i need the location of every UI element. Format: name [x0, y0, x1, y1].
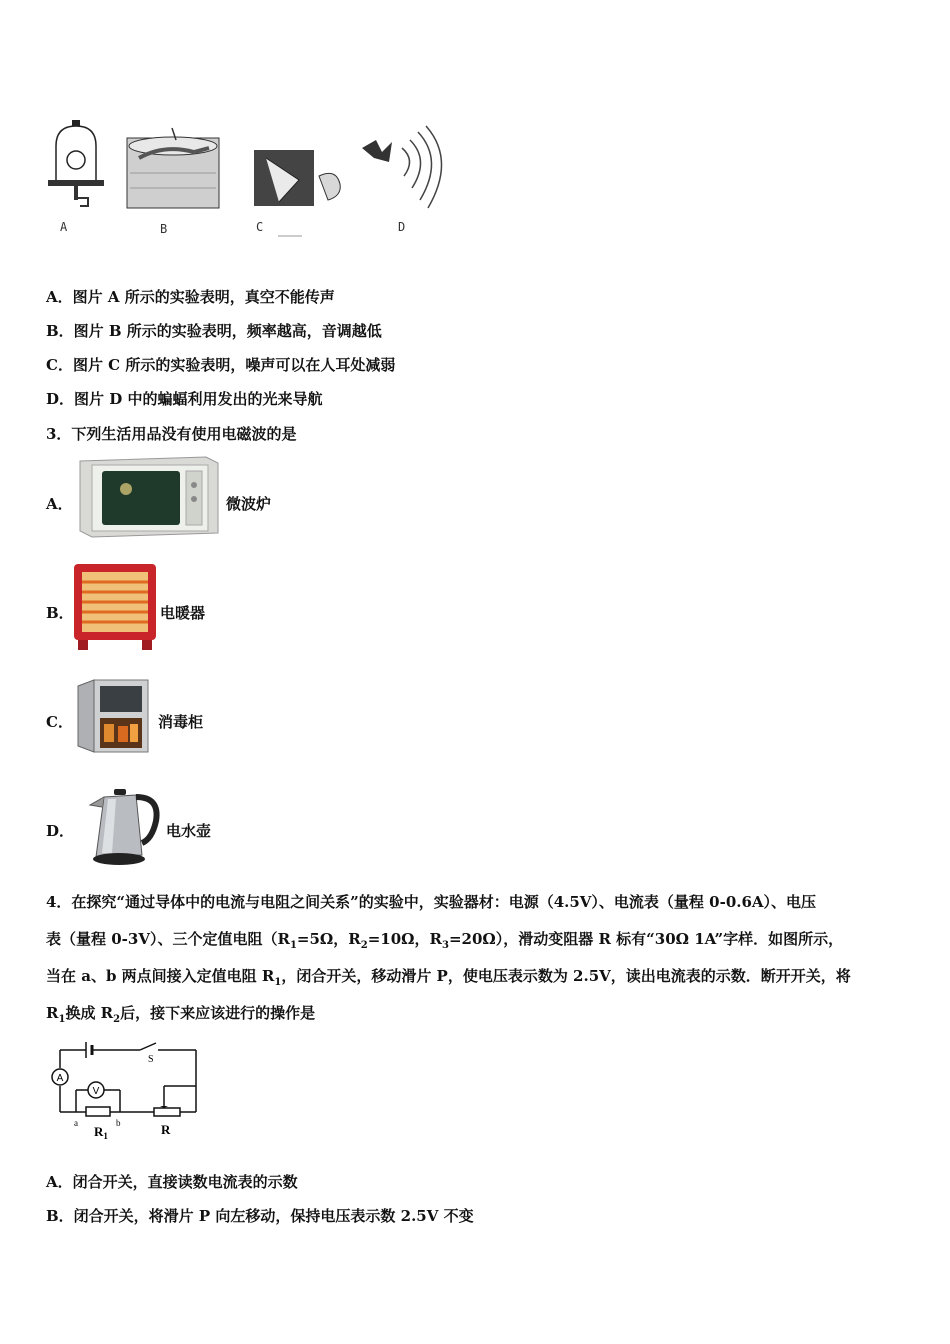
q3-stem: 3．下列生活用品没有使用电磁波的是 [46, 425, 297, 443]
r1-label: $R_1$ [94, 1124, 108, 1141]
q2-option-c: C．图片 C 所示的实验表明，噪声可以在人耳处减弱 [46, 356, 396, 374]
q3-option-d-name: 电水壶 [166, 822, 212, 840]
q3-option-c-name: 消毒柜 [158, 713, 204, 731]
point-a-label: a [74, 1118, 78, 1128]
q4-option-b: B．闭合开关，将滑片 P 向左移动，保持电压表示数 2.5V 不变 [46, 1207, 474, 1225]
q3-option-c-letter: C． [46, 713, 73, 731]
voltmeter-label: V [92, 1086, 100, 1097]
figure-label-c: C [256, 220, 264, 234]
rheostat-label: R [161, 1122, 171, 1137]
q4-stem-line-4: $R_1$换成 $R_2$后，接下来应该进行的操作是 [46, 1004, 316, 1025]
circuit-diagram [44, 1040, 214, 1144]
disinfection-cabinet-image [76, 676, 152, 756]
q3-option-d-letter: D． [46, 822, 75, 840]
q4-stem [46, 890, 916, 1038]
q4-stem-line-3: 当在 a、b 两点间接入定值电阻 $R_1$，闭合开关，移动滑片 P，使电压表示数为 2.5V，读出电流表的示数．断开开关，将 [46, 967, 851, 988]
ear-drawing [254, 150, 340, 236]
figure-label-d: D [398, 220, 406, 234]
bell-jar-drawing [48, 120, 104, 206]
figure-label-a: A [60, 220, 68, 234]
point-b-label: b [116, 1118, 121, 1128]
q4-stem-line-1: 4．在探究“通过导体中的电流与电阻之间关系”的实验中，实验器材：电源（4.5V）、电流表（量程 0-0.6A）、电压 [46, 893, 817, 911]
q2-option-b: B．图片 B 所示的实验表明，频率越高，音调越低 [46, 322, 382, 340]
ammeter-label: A [56, 1073, 64, 1084]
electric-heater-image [72, 562, 158, 652]
q3-option-b-letter: B． [46, 604, 74, 622]
figure-label-b: B [160, 222, 168, 236]
switch-label: S [148, 1054, 154, 1065]
electric-kettle-image [88, 785, 162, 867]
microwave-image [78, 455, 220, 539]
drum-drawing [127, 128, 219, 208]
sound-experiments-figure [44, 118, 449, 240]
q2-option-a: A．图片 A 所示的实验表明，真空不能传声 [46, 288, 335, 306]
sound-figure-strip [44, 118, 449, 240]
q4-stem-line-2: 表（量程 0-3V）、三个定值电阻（$R_1=5\Omega$，$R_2=10\Omega$，$R_3=20\Omega$），滑动变阻器 R 标有“30Ω 1A”字样．如图所示， [46, 930, 844, 951]
q2-option-d: D．图片 D 中的蝙蝠利用发出的光来导航 [46, 390, 323, 408]
bat-drawing [362, 126, 442, 208]
q4-option-a: A．闭合开关，直接读数电流表的示数 [46, 1173, 298, 1191]
q3-option-b-name: 电暖器 [160, 604, 206, 622]
q3-option-a-letter: A． [46, 495, 73, 513]
q3-option-a-name: 微波炉 [226, 495, 272, 513]
